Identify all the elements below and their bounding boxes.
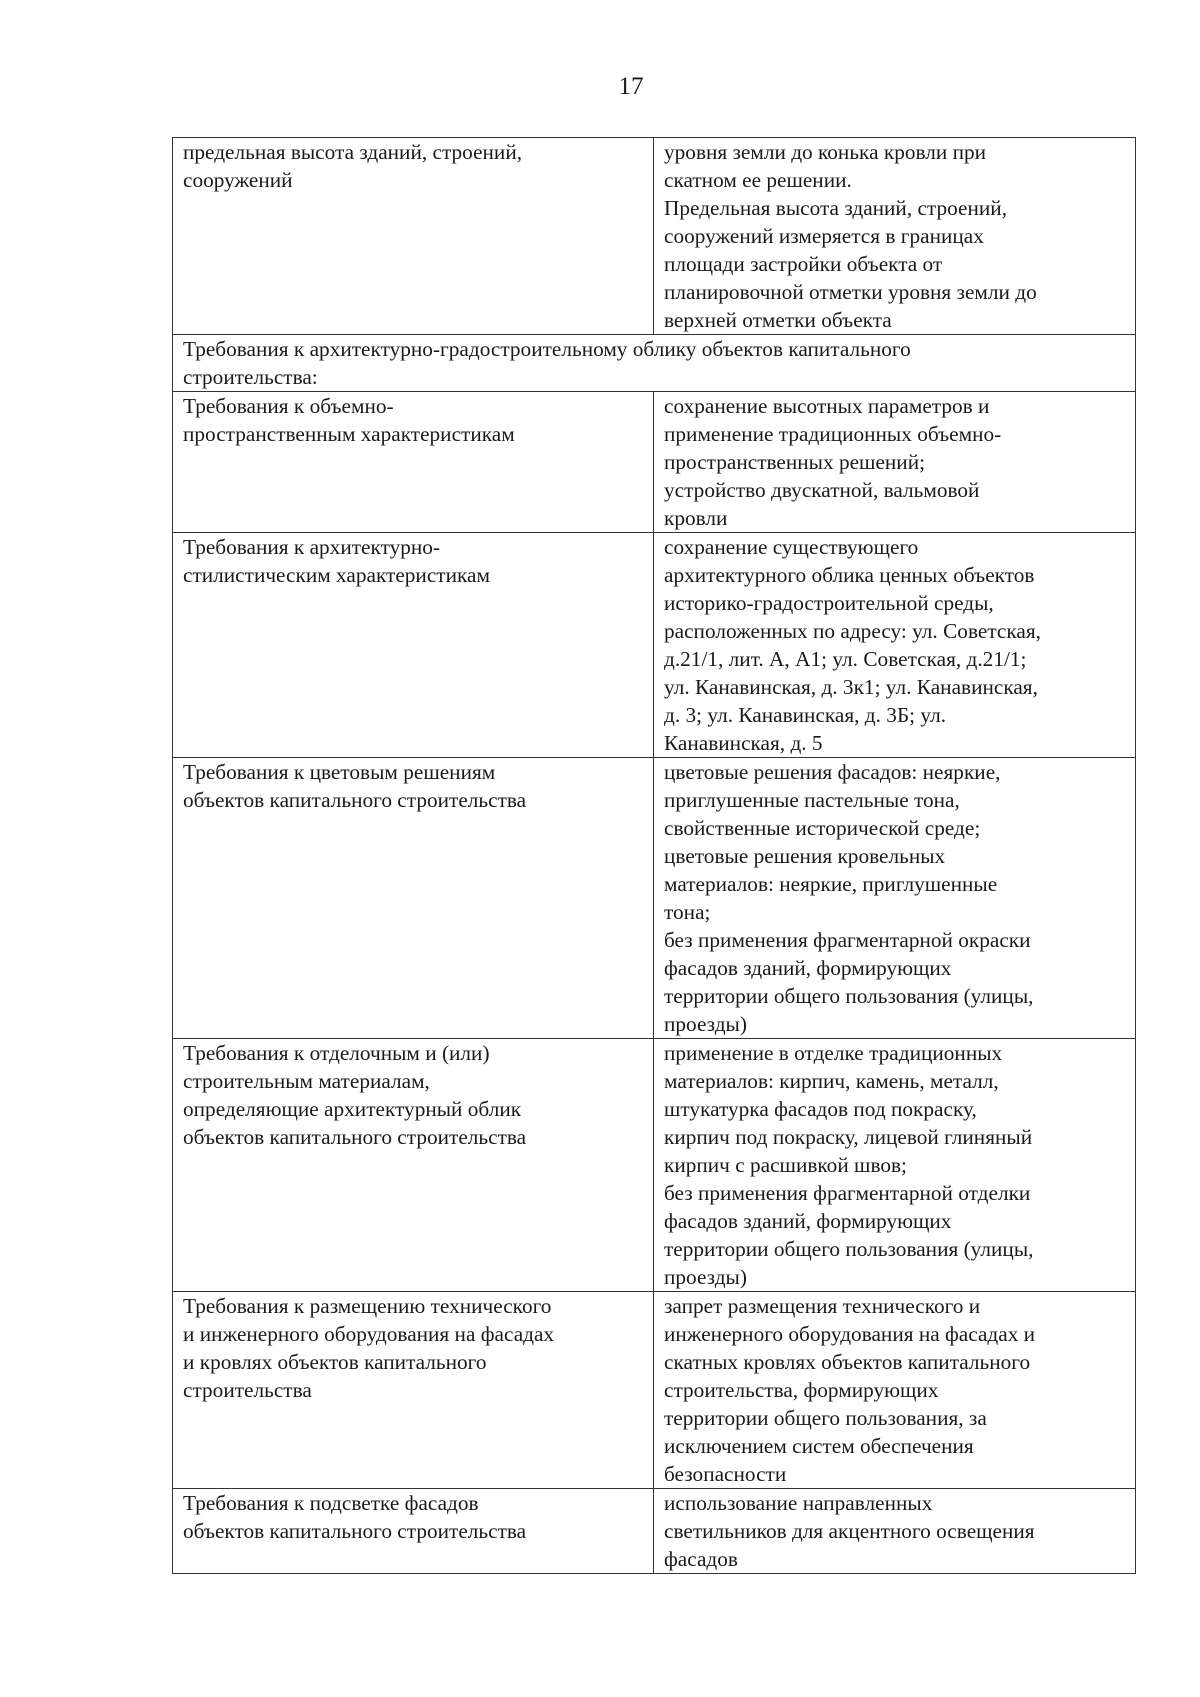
parameter-value-cell: цветовые решения фасадов: неяркие, приглушенные пастельные тона, свойственные исторической среде; цветовые решения кровельных материалов: неяркие, приглушенные тона; без применения фрагментарной окраски фасадов зданий, формирующих территории общего пользования (улицы, проезды): [654, 758, 1136, 1039]
page-number: 17: [618, 73, 644, 100]
parameter-name-cell: Требования к объемно- пространственным характеристикам: [173, 392, 654, 533]
table-row: [173, 138, 1136, 335]
parameter-value-cell: сохранение существующего архитектурного облика ценных объектов историко-градостроительной среды, расположенных по адресу: ул. Советская, д.21/1, лит. А, А1; ул. Советская, д.21/1; ул. Канавинская, д. 3к1; ул. Канавинская, д. 3; ул. Канавинская, д. 3Б; ул. Канавинская, д. 5: [654, 533, 1136, 758]
parameter-name-cell: Требования к отделочным и (или) строительным материалам, определяющие архитектурный облик объектов капитального строительства: [173, 1039, 654, 1292]
table-row: [173, 1039, 1136, 1292]
parameter-value-cell: уровня земли до конька кровли при скатном ее решении. Предельная высота зданий, строений, сооружений измеряется в границах площади застройки объекта от планировочной отметки уровня земли до верхней отметки объекта: [654, 138, 1136, 335]
parameter-name-cell: Требования к размещению технического и инженерного оборудования на фасадах и кровлях объектов капитального строительства: [173, 1292, 654, 1489]
parameter-name-cell: Требования к архитектурно- стилистическим характеристикам: [173, 533, 654, 758]
parameter-name-cell: предельная высота зданий, строений, сооружений: [173, 138, 654, 335]
parameter-value-cell: использование направленных светильников для акцентного освещения фасадов: [654, 1489, 1136, 1574]
table-row: [173, 533, 1136, 758]
parameter-name-cell: Требования к цветовым решениям объектов капитального строительства: [173, 758, 654, 1039]
parameter-name-cell: Требования к подсветке фасадов объектов капитального строительства: [173, 1489, 654, 1574]
section-header-row: [173, 335, 1136, 392]
requirements-table: [172, 137, 1136, 1574]
section-header-cell: Требования к архитектурно-градостроительному облику объектов капитального строительства:: [173, 335, 1136, 392]
parameter-value-cell: применение в отделке традиционных материалов: кирпич, камень, металл, штукатурка фасадов под покраску, кирпич под покраску, лицевой глиняный кирпич с расшивкой швов; без применения фрагментарной отделки фасадов зданий, формирующих территории общего пользования (улицы, проезды): [654, 1039, 1136, 1292]
table-row: [173, 758, 1136, 1039]
table-row: [173, 1292, 1136, 1489]
table-row: [173, 1489, 1136, 1574]
parameter-value-cell: запрет размещения технического и инженерного оборудования на фасадах и скатных кровлях объектов капитального строительства, формирующих территории общего пользования, за исключением систем обеспечения безопасности: [654, 1292, 1136, 1489]
parameter-value-cell: сохранение высотных параметров и применение традиционных объемно- пространственных решений; устройство двускатной, вальмовой кровли: [654, 392, 1136, 533]
table-row: [173, 392, 1136, 533]
